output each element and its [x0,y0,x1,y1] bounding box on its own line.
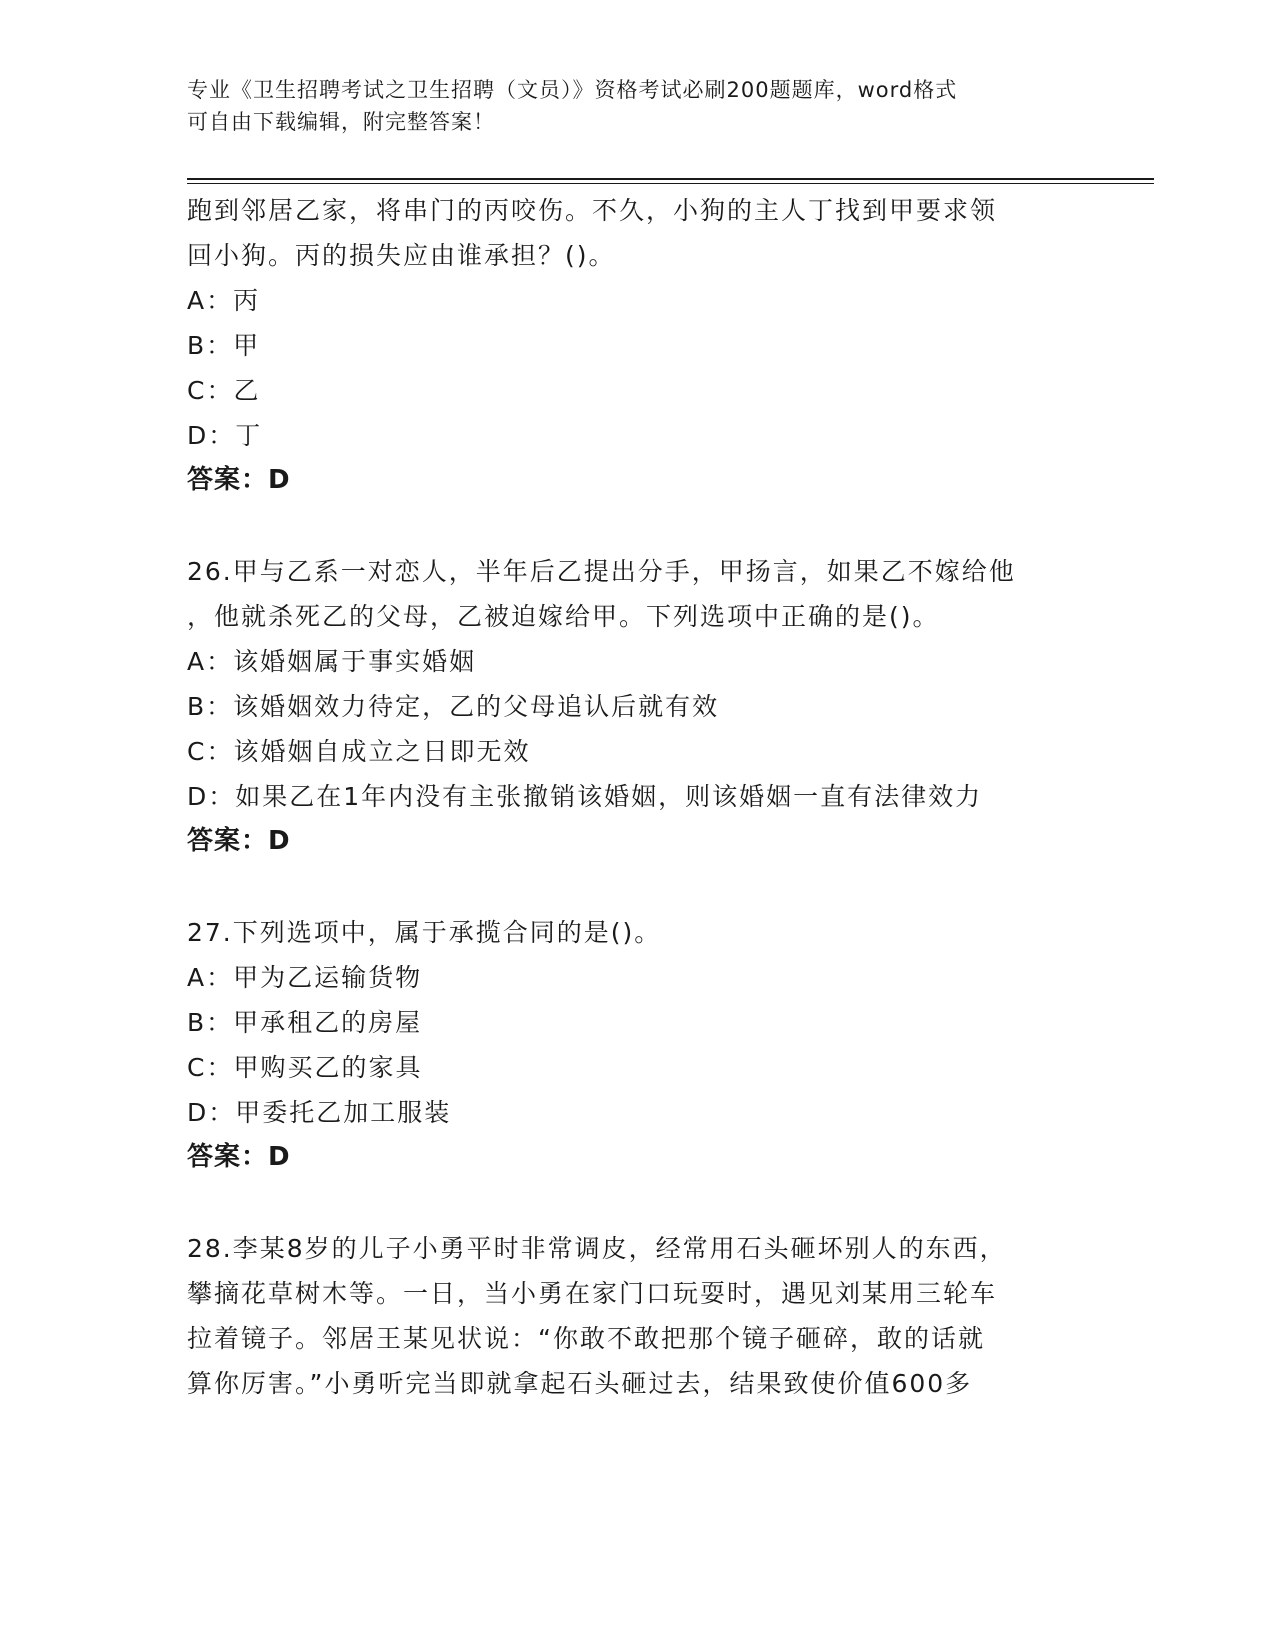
header-divider-secondary [187,183,1154,184]
question-content [187,188,1087,1406]
question-spacer [187,503,1087,549]
question-27 [187,910,1087,1180]
page-header [187,74,1067,138]
answer-label: 答案：D [187,465,291,495]
question-text-line: 算你厉害。”小勇听完当即就拿起石头砸过去，结果致使价值600多 [187,1369,973,1398]
option-a: A：丙 [187,286,261,315]
answer-label: 答案：D [187,1142,291,1172]
header-title-line-1: 专业《卫生招聘考试之卫生招聘（文员）》资格考试必刷200题题库，word格式 [187,78,958,102]
header-divider [187,178,1154,180]
question-text-line: 27.下列选项中，属于承揽合同的是()。 [187,918,662,947]
question-text-line: 26.甲与乙系一对恋人，半年后乙提出分手，甲扬言，如果乙不嫁给他 [187,557,1016,586]
question-text-line: 28.李某8岁的儿子小勇平时非常调皮，经常用石头砸坏别人的东西， [187,1234,1007,1263]
option-c: C：该婚姻自成立之日即无效 [187,737,531,766]
option-a: A：该婚姻属于事实婚姻 [187,647,477,676]
header-title-line-2: 可自由下载编辑，附完整答案！ [187,110,495,134]
question-text-line: 回小狗。丙的损失应由谁承担？()。 [187,241,616,270]
option-a: A：甲为乙运输货物 [187,963,423,992]
option-d: D：丁 [187,421,263,450]
question-text-line: ，他就杀死乙的父母，乙被迫嫁给甲。下列选项中正确的是()。 [187,602,940,631]
option-b: B：该婚姻效力待定，乙的父母追认后就有效 [187,692,720,721]
answer-label: 答案：D [187,826,291,856]
question-text-line: 拉着镜子。邻居王某见状说：“你敢不敢把那个镜子砸碎，敢的话就 [187,1324,985,1353]
option-c: C：乙 [187,376,261,405]
question-text-line: 跑到邻居乙家，将串门的丙咬伤。不久，小狗的主人丁找到甲要求领 [187,196,998,225]
question-25 [187,188,1087,503]
option-c: C：甲购买乙的家具 [187,1053,423,1082]
option-d: D：甲委托乙加工服装 [187,1098,452,1127]
question-spacer [187,864,1087,910]
question-28 [187,1226,1087,1406]
question-text-line: 攀摘花草树木等。一日，当小勇在家门口玩耍时，遇见刘某用三轮车 [187,1279,998,1308]
option-d: D：如果乙在1年内没有主张撤销该婚姻，则该婚姻一直有法律效力 [187,782,983,811]
option-b: B：甲 [187,331,261,360]
option-b: B：甲承租乙的房屋 [187,1008,423,1037]
question-spacer [187,1180,1087,1226]
question-26 [187,549,1087,864]
